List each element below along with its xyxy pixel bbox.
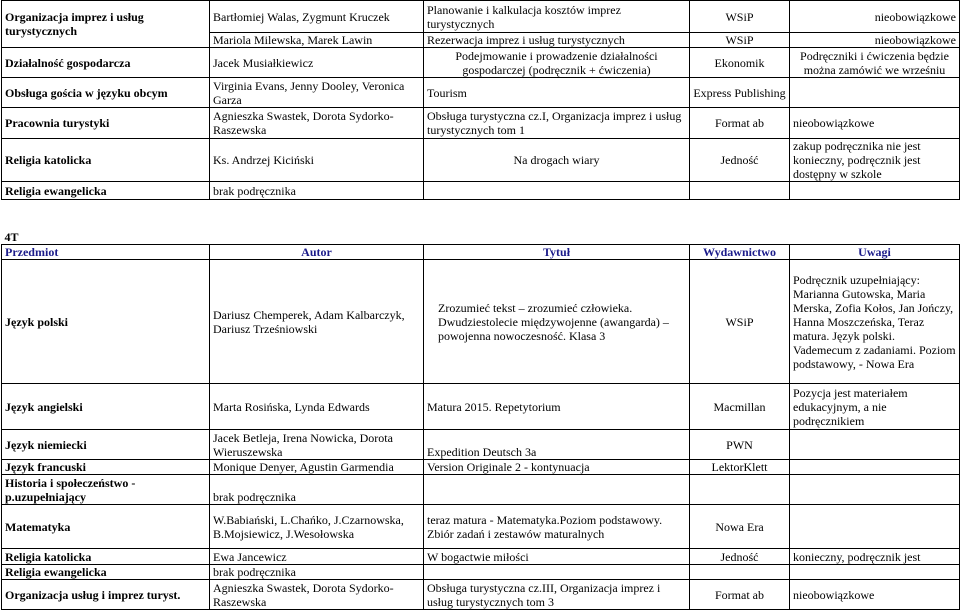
- title-cell: Expedition Deutsch 3a: [424, 430, 690, 460]
- publisher-cell: WSiP: [690, 33, 790, 48]
- publisher-cell: [690, 565, 790, 580]
- subject-cell: Religia ewangelicka: [2, 565, 210, 580]
- table-row: [2, 182, 960, 200]
- author-cell: Virginia Evans, Jenny Dooley, Veronica Garza: [210, 78, 424, 108]
- subject-cell: Historia i społeczeństwo - p.uzupełniający: [2, 475, 210, 505]
- publisher-cell: [690, 475, 790, 505]
- publisher-cell: WSiP: [690, 260, 790, 384]
- table-row: [2, 48, 960, 78]
- notes-cell: nieobowiązkowe: [790, 108, 960, 139]
- notes-cell: [790, 565, 960, 580]
- header-publisher: Wydawnictwo: [690, 245, 790, 260]
- subject-cell: Matematyka: [2, 505, 210, 549]
- notes-cell: [790, 430, 960, 460]
- table-row: [2, 139, 960, 182]
- title-cell: [424, 565, 690, 580]
- publisher-cell: WSiP: [690, 1, 790, 33]
- author-cell: Ks. Andrzej Kiciński: [210, 139, 424, 182]
- notes-cell: zakup podręcznika nie jest konieczny, podręcznik jest dostępny w szkole: [790, 139, 960, 182]
- title-cell: Tourism: [424, 78, 690, 108]
- notes-cell: Pozycja jest materiałem edukacyjnym, a nie podręcznikiem: [790, 384, 960, 430]
- header-row: [2, 245, 960, 260]
- publisher-cell: [690, 182, 790, 200]
- notes-cell: Podręczniki i ćwiczenia będzie można zamówić we wrześniu: [790, 48, 960, 78]
- textbook-table: [1, 0, 960, 610]
- subject-cell: Język niemiecki: [2, 430, 210, 460]
- table-row: [2, 580, 960, 610]
- publisher-cell: Format ab: [690, 108, 790, 139]
- publisher-cell: PWN: [690, 430, 790, 460]
- notes-cell: Podręcznik uzupełniający: Marianna Gutowska, Maria Merska, Zofia Kołos, Jan Jończy, Hanna Moszczeńska, Teraz matura. Język polski. Vademecum z zadaniami. Poziom podstawowy, - Nowa Era: [790, 260, 960, 384]
- table-row: [2, 108, 960, 139]
- publisher-cell: LektorKlett: [690, 460, 790, 475]
- publisher-cell: Express Publishing: [690, 78, 790, 108]
- subject-cell: Język francuski: [2, 460, 210, 475]
- title-cell: Obsługa turystyczna cz.I, Organizacja imprez i usług turystycznych tom 1: [424, 108, 690, 139]
- notes-cell: nieobowiązkowe: [790, 1, 960, 33]
- table-row: [2, 565, 960, 580]
- title-cell: Na drogach wiary: [424, 139, 690, 182]
- subject-cell: Pracownia turystyki: [2, 108, 210, 139]
- title-cell: [424, 182, 690, 200]
- notes-cell: nieobowiązkowe: [790, 580, 960, 610]
- author-cell: Bartłomiej Walas, Zygmunt Kruczek: [210, 1, 424, 33]
- title-cell: Matura 2015. Repetytorium: [424, 384, 690, 430]
- title-cell: Obsługa turystyczna cz.III, Organizacja imprez i usług turystycznych tom 3: [424, 580, 690, 610]
- header-author: Autor: [210, 245, 424, 260]
- publisher-cell: Jedność: [690, 139, 790, 182]
- author-cell: Dariusz Chemperek, Adam Kalbarczyk, Dariusz Trześniowski: [210, 260, 424, 384]
- title-cell: W bogactwie miłości: [424, 549, 690, 565]
- table-row: [2, 78, 960, 108]
- section-title-row: [2, 230, 960, 245]
- title-cell: Planowanie i kalkulacja kosztów imprez turystycznych: [424, 1, 690, 33]
- section-title: 4T: [4, 230, 19, 244]
- author-cell: Jacek Musiałkiewicz: [210, 48, 424, 78]
- title-cell: [424, 475, 690, 505]
- author-cell: Mariola Milewska, Marek Lawin: [210, 33, 424, 48]
- subject-cell: Religia ewangelicka: [2, 182, 210, 200]
- author-cell: brak podręcznika: [210, 475, 424, 505]
- publisher-cell: Format ab: [690, 580, 790, 610]
- publisher-cell: Nowa Era: [690, 505, 790, 549]
- header-title: Tytuł: [424, 245, 690, 260]
- table-row: [2, 430, 960, 460]
- notes-cell: [790, 505, 960, 549]
- title-cell: Zrozumieć tekst – zrozumieć człowieka. Dwudziestolecie międzywojenne (awangarda) – powojenna nowoczesność. Klasa 3: [424, 260, 690, 384]
- subject-cell: Język polski: [2, 260, 210, 384]
- subject-cell: Organizacja imprez i usług turystycznych: [2, 1, 210, 48]
- table-row: [2, 505, 960, 549]
- publisher-cell: Macmillan: [690, 384, 790, 430]
- author-cell: Jacek Betleja, Irena Nowicka, Dorota Wieruszewska: [210, 430, 424, 460]
- subject-cell: Działalność gospodarcza: [2, 48, 210, 78]
- table-row: [2, 1, 960, 33]
- author-cell: Ewa Jancewicz: [210, 549, 424, 565]
- author-cell: W.Babiański, L.Chańko, J.Czarnowska, B.Mojsiewicz, J.Wesołowska: [210, 505, 424, 549]
- title-cell: Rezerwacja imprez i usług turystycznych: [424, 33, 690, 48]
- table-row: [2, 475, 960, 505]
- header-notes: Uwagi: [790, 245, 960, 260]
- header-subject: Przedmiot: [2, 245, 210, 260]
- notes-cell: konieczny, podręcznik jest: [790, 549, 960, 565]
- title-cell: Version Originale 2 - kontynuacja: [424, 460, 690, 475]
- table-row: [2, 460, 960, 475]
- author-cell: brak podręcznika: [210, 182, 424, 200]
- table-row: [2, 260, 960, 384]
- table-row: [2, 549, 960, 565]
- title-cell: Podejmowanie i prowadzenie działalności gospodarczej (podręcznik + ćwiczenia): [424, 48, 690, 78]
- subject-cell: Obsługa gościa w języku obcym: [2, 78, 210, 108]
- publisher-cell: Jedność: [690, 549, 790, 565]
- title-cell: teraz matura - Matematyka.Poziom podstawowy. Zbiór zadań i zestawów maturalnych: [424, 505, 690, 549]
- author-cell: brak podręcznika: [210, 565, 424, 580]
- notes-cell: [790, 460, 960, 475]
- author-cell: Agnieszka Swastek, Dorota Sydorko-Raszewska: [210, 580, 424, 610]
- notes-cell: [790, 475, 960, 505]
- subject-cell: Język angielski: [2, 384, 210, 430]
- subject-cell: Religia katolicka: [2, 139, 210, 182]
- notes-cell: nieobowiązkowe: [790, 33, 960, 48]
- notes-cell: [790, 182, 960, 200]
- subject-cell: Religia katolicka: [2, 549, 210, 565]
- author-cell: Monique Denyer, Agustin Garmendia: [210, 460, 424, 475]
- publisher-cell: Ekonomik: [690, 48, 790, 78]
- table-row: [2, 384, 960, 430]
- subject-cell: Organizacja usług i imprez turyst.: [2, 580, 210, 610]
- author-cell: Agnieszka Swastek, Dorota Sydorko-Raszewska: [210, 108, 424, 139]
- notes-cell: [790, 78, 960, 108]
- author-cell: Marta Rosińska, Lynda Edwards: [210, 384, 424, 430]
